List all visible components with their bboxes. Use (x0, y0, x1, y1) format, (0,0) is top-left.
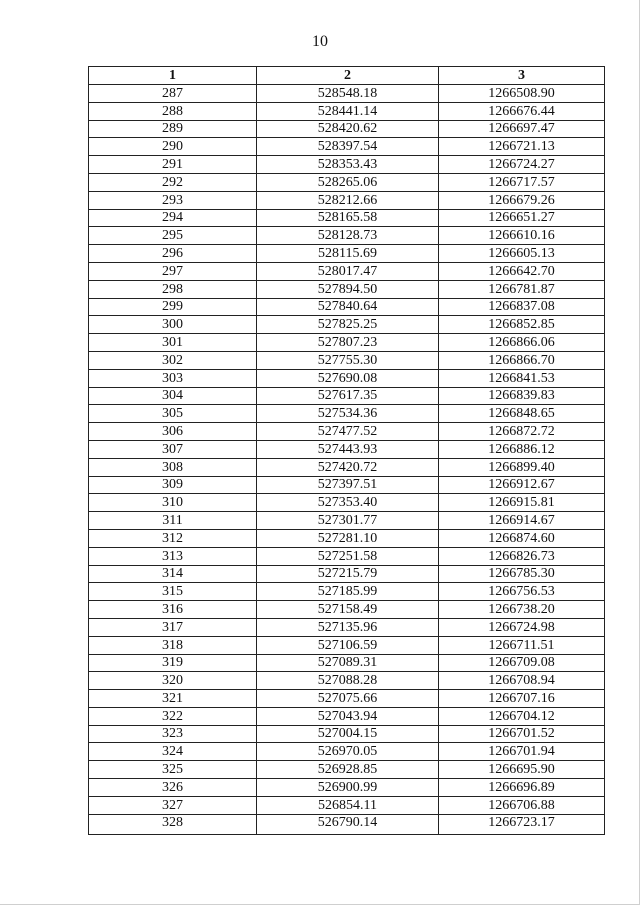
x-coordinate-cell: 527353.40 (257, 494, 439, 512)
point-number-cell: 314 (89, 565, 257, 583)
x-coordinate-cell: 528128.73 (257, 227, 439, 245)
x-coordinate-cell: 528397.54 (257, 138, 439, 156)
table-row (89, 601, 605, 619)
x-coordinate-cell: 527135.96 (257, 618, 439, 636)
y-coordinate-cell: 1266679.26 (439, 191, 605, 209)
point-number-cell: 327 (89, 796, 257, 814)
x-coordinate-cell: 527617.35 (257, 387, 439, 405)
y-coordinate-cell: 1266839.83 (439, 387, 605, 405)
point-number-cell: 290 (89, 138, 257, 156)
page-number: 10 (312, 33, 328, 50)
y-coordinate-cell: 1266721.13 (439, 138, 605, 156)
x-coordinate-cell: 527443.93 (257, 440, 439, 458)
table-row (89, 779, 605, 797)
x-coordinate-cell: 526928.85 (257, 761, 439, 779)
table-row (89, 654, 605, 672)
x-coordinate-cell: 528212.66 (257, 191, 439, 209)
x-coordinate-cell: 527894.50 (257, 280, 439, 298)
table-row (89, 690, 605, 708)
table-row (89, 405, 605, 423)
x-coordinate-cell: 527158.49 (257, 601, 439, 619)
y-coordinate-cell: 1266848.65 (439, 405, 605, 423)
y-coordinate-cell: 1266508.90 (439, 85, 605, 103)
x-coordinate-cell: 527807.23 (257, 334, 439, 352)
point-number-cell: 293 (89, 191, 257, 209)
point-number-cell: 300 (89, 316, 257, 334)
point-number-cell: 321 (89, 690, 257, 708)
point-number-cell: 299 (89, 298, 257, 316)
y-coordinate-cell: 1266651.27 (439, 209, 605, 227)
table-row (89, 85, 605, 103)
point-number-cell: 326 (89, 779, 257, 797)
y-coordinate-cell: 1266837.08 (439, 298, 605, 316)
point-number-cell: 318 (89, 636, 257, 654)
point-number-cell: 312 (89, 529, 257, 547)
y-coordinate-cell: 1266642.70 (439, 262, 605, 280)
point-number-cell: 302 (89, 351, 257, 369)
point-number-cell: 317 (89, 618, 257, 636)
y-coordinate-cell: 1266738.20 (439, 601, 605, 619)
table-row (89, 209, 605, 227)
y-coordinate-cell: 1266724.27 (439, 156, 605, 174)
table-row (89, 387, 605, 405)
y-coordinate-cell: 1266826.73 (439, 547, 605, 565)
x-coordinate-cell: 526970.05 (257, 743, 439, 761)
point-number-cell: 311 (89, 512, 257, 530)
y-coordinate-cell: 1266610.16 (439, 227, 605, 245)
point-number-cell: 309 (89, 476, 257, 494)
point-number-cell: 298 (89, 280, 257, 298)
x-coordinate-cell: 527755.30 (257, 351, 439, 369)
x-coordinate-cell: 528353.43 (257, 156, 439, 174)
point-number-cell: 287 (89, 85, 257, 103)
x-coordinate-cell: 528017.47 (257, 262, 439, 280)
y-coordinate-cell: 1266852.85 (439, 316, 605, 334)
table-row (89, 280, 605, 298)
table-row (89, 156, 605, 174)
y-coordinate-cell: 1266785.30 (439, 565, 605, 583)
y-coordinate-cell: 1266707.16 (439, 690, 605, 708)
table-row (89, 245, 605, 263)
point-number-cell: 313 (89, 547, 257, 565)
point-number-cell: 297 (89, 262, 257, 280)
x-coordinate-cell: 527043.94 (257, 707, 439, 725)
x-coordinate-cell: 526854.11 (257, 796, 439, 814)
table-row (89, 440, 605, 458)
header-col-1: 1 (89, 67, 257, 85)
table-row (89, 298, 605, 316)
point-number-cell: 294 (89, 209, 257, 227)
table-row (89, 102, 605, 120)
x-coordinate-cell: 527088.28 (257, 672, 439, 690)
x-coordinate-cell: 527825.25 (257, 316, 439, 334)
y-coordinate-cell: 1266706.88 (439, 796, 605, 814)
x-coordinate-cell: 526790.14 (257, 814, 439, 835)
table-row (89, 618, 605, 636)
x-coordinate-cell: 527690.08 (257, 369, 439, 387)
x-coordinate-cell: 527185.99 (257, 583, 439, 601)
point-number-cell: 323 (89, 725, 257, 743)
y-coordinate-cell: 1266874.60 (439, 529, 605, 547)
x-coordinate-cell: 527215.79 (257, 565, 439, 583)
point-number-cell: 307 (89, 440, 257, 458)
coordinates-table (88, 66, 605, 835)
x-coordinate-cell: 527534.36 (257, 405, 439, 423)
table-row (89, 565, 605, 583)
point-number-cell: 296 (89, 245, 257, 263)
y-coordinate-cell: 1266886.12 (439, 440, 605, 458)
table-header (89, 67, 605, 85)
table-row (89, 334, 605, 352)
table-row (89, 512, 605, 530)
y-coordinate-cell: 1266899.40 (439, 458, 605, 476)
table-body (89, 85, 605, 835)
header-col-3: 3 (439, 67, 605, 85)
table-row (89, 173, 605, 191)
point-number-cell: 291 (89, 156, 257, 174)
y-coordinate-cell: 1266781.87 (439, 280, 605, 298)
point-number-cell: 328 (89, 814, 257, 835)
point-number-cell: 320 (89, 672, 257, 690)
x-coordinate-cell: 528265.06 (257, 173, 439, 191)
y-coordinate-cell: 1266724.98 (439, 618, 605, 636)
point-number-cell: 301 (89, 334, 257, 352)
x-coordinate-cell: 527397.51 (257, 476, 439, 494)
point-number-cell: 322 (89, 707, 257, 725)
y-coordinate-cell: 1266866.06 (439, 334, 605, 352)
y-coordinate-cell: 1266708.94 (439, 672, 605, 690)
y-coordinate-cell: 1266605.13 (439, 245, 605, 263)
y-coordinate-cell: 1266704.12 (439, 707, 605, 725)
x-coordinate-cell: 527281.10 (257, 529, 439, 547)
table-row (89, 547, 605, 565)
table-row (89, 316, 605, 334)
x-coordinate-cell: 527301.77 (257, 512, 439, 530)
table-row (89, 529, 605, 547)
y-coordinate-cell: 1266701.94 (439, 743, 605, 761)
header-row (89, 67, 605, 85)
point-number-cell: 325 (89, 761, 257, 779)
y-coordinate-cell: 1266723.17 (439, 814, 605, 835)
x-coordinate-cell: 528115.69 (257, 245, 439, 263)
x-coordinate-cell: 527477.52 (257, 423, 439, 441)
y-coordinate-cell: 1266756.53 (439, 583, 605, 601)
x-coordinate-cell: 528420.62 (257, 120, 439, 138)
point-number-cell: 319 (89, 654, 257, 672)
y-coordinate-cell: 1266872.72 (439, 423, 605, 441)
table-row (89, 458, 605, 476)
y-coordinate-cell: 1266711.51 (439, 636, 605, 654)
y-coordinate-cell: 1266914.67 (439, 512, 605, 530)
point-number-cell: 289 (89, 120, 257, 138)
table-row (89, 191, 605, 209)
table-row (89, 814, 605, 835)
x-coordinate-cell: 527420.72 (257, 458, 439, 476)
point-number-cell: 303 (89, 369, 257, 387)
y-coordinate-cell: 1266696.89 (439, 779, 605, 797)
x-coordinate-cell: 528165.58 (257, 209, 439, 227)
table-row (89, 227, 605, 245)
table-row (89, 636, 605, 654)
point-number-cell: 304 (89, 387, 257, 405)
y-coordinate-cell: 1266697.47 (439, 120, 605, 138)
table-row (89, 476, 605, 494)
table-row (89, 138, 605, 156)
point-number-cell: 315 (89, 583, 257, 601)
point-number-cell: 288 (89, 102, 257, 120)
y-coordinate-cell: 1266701.52 (439, 725, 605, 743)
x-coordinate-cell: 528441.14 (257, 102, 439, 120)
point-number-cell: 316 (89, 601, 257, 619)
point-number-cell: 305 (89, 405, 257, 423)
x-coordinate-cell: 527089.31 (257, 654, 439, 672)
y-coordinate-cell: 1266695.90 (439, 761, 605, 779)
header-col-2: 2 (257, 67, 439, 85)
table-row (89, 725, 605, 743)
table-row (89, 423, 605, 441)
table-row (89, 494, 605, 512)
table-row (89, 262, 605, 280)
table-row (89, 761, 605, 779)
table-row (89, 120, 605, 138)
y-coordinate-cell: 1266709.08 (439, 654, 605, 672)
y-coordinate-cell: 1266841.53 (439, 369, 605, 387)
y-coordinate-cell: 1266912.67 (439, 476, 605, 494)
point-number-cell: 292 (89, 173, 257, 191)
x-coordinate-cell: 527004.15 (257, 725, 439, 743)
table-row (89, 796, 605, 814)
y-coordinate-cell: 1266866.70 (439, 351, 605, 369)
point-number-cell: 306 (89, 423, 257, 441)
table-row (89, 369, 605, 387)
table-row (89, 351, 605, 369)
x-coordinate-cell: 527075.66 (257, 690, 439, 708)
y-coordinate-cell: 1266717.57 (439, 173, 605, 191)
x-coordinate-cell: 526900.99 (257, 779, 439, 797)
table-row (89, 583, 605, 601)
y-coordinate-cell: 1266915.81 (439, 494, 605, 512)
table-row (89, 707, 605, 725)
x-coordinate-cell: 528548.18 (257, 85, 439, 103)
point-number-cell: 295 (89, 227, 257, 245)
x-coordinate-cell: 527106.59 (257, 636, 439, 654)
y-coordinate-cell: 1266676.44 (439, 102, 605, 120)
x-coordinate-cell: 527251.58 (257, 547, 439, 565)
x-coordinate-cell: 527840.64 (257, 298, 439, 316)
point-number-cell: 324 (89, 743, 257, 761)
point-number-cell: 308 (89, 458, 257, 476)
table-row (89, 743, 605, 761)
point-number-cell: 310 (89, 494, 257, 512)
table-row (89, 672, 605, 690)
